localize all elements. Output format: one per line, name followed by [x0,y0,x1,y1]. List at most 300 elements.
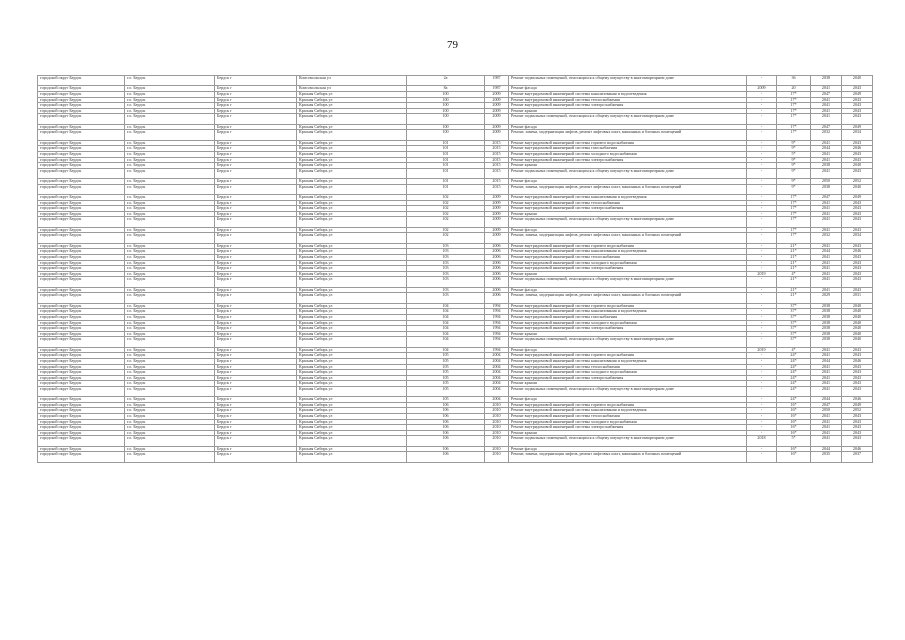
last-repair-year-cell: - [747,200,777,206]
street-cell: Красная Сибирь ул [297,91,407,97]
plan-end-cell: 2043 [842,386,873,396]
street-cell: Красная Сибирь ул [297,364,407,370]
work-type-cell: Ремонт внутридомовой инженерной системы холодного водоснабжения [509,370,747,376]
plan-start-cell: 2041 [811,200,842,206]
work-type-cell: Ремонт внутридомовой инженерной системы электроснабжения [509,157,747,163]
settlement-cell: г.о. Бердск [125,76,215,86]
wear-cell: 17* [777,233,811,243]
settlement-cell: г.о. Бердск [125,157,215,163]
house-number-cell: 101 [407,168,485,178]
last-repair-year-cell: - [747,249,777,255]
plan-end-cell: 2052 [842,408,873,414]
plan-end-cell: 2034 [842,233,873,243]
municipality-cell: городской округ Бердск [38,370,125,376]
municipality-cell: городской округ Бердск [38,179,125,185]
plan-end-cell: 2049 [842,195,873,201]
commissioning-year-cell: 1987 [485,76,509,86]
locality-cell: Бердск г [215,86,297,92]
wear-cell: 37* [777,320,811,326]
municipality-cell: городской округ Бердск [38,91,125,97]
last-repair-year-cell: - [747,381,777,387]
street-cell: Красная Сибирь ул [297,277,407,287]
commissioning-year-cell: 2010 [485,408,509,414]
municipality-cell: городской округ Бердск [38,227,125,233]
wear-cell: 21* [777,287,811,293]
wear-cell: 21* [777,249,811,255]
plan-start-cell: 2041 [811,271,842,277]
work-type-cell: Ремонт крыши [509,108,747,114]
plan-start-cell: 2041 [811,151,842,157]
last-repair-year-cell: - [747,430,777,436]
last-repair-year-cell: - [747,243,777,249]
work-type-cell: Ремонт внутридомовой инженерной системы теплоснабжения [509,414,747,420]
locality-cell: Бердск г [215,358,297,364]
settlement-cell: г.о. Бердск [125,326,215,332]
commissioning-year-cell: 2010 [485,419,509,425]
plan-end-cell: 2043 [842,260,873,266]
locality-cell: Бердск г [215,353,297,359]
street-cell: Красная Сибирь ул [297,249,407,255]
last-repair-year-cell: 2019 [747,271,777,277]
table-row [38,386,873,396]
house-number-cell: 103 [407,243,485,249]
plan-end-cell: 2043 [842,271,873,277]
wear-cell: 16* [777,408,811,414]
last-repair-year-cell: - [747,287,777,293]
plan-end-cell: 2043 [842,370,873,376]
municipality-cell: городской округ Бердск [38,76,125,86]
work-type-cell: Ремонт внутридомовой инженерной системы теплоснабжения [509,364,747,370]
work-type-cell: Ремонт внутридомовой инженерной системы горячего водоснабжения [509,303,747,309]
municipality-cell: городской округ Бердск [38,255,125,261]
settlement-cell: г.о. Бердск [125,337,215,347]
locality-cell: Бердск г [215,97,297,103]
plan-start-cell: 2044 [811,446,842,452]
table-row [38,168,873,178]
plan-start-cell: 2041 [811,103,842,109]
settlement-cell: г.о. Бердск [125,124,215,130]
last-repair-year-cell: - [747,414,777,420]
street-cell: Красная Сибирь ул [297,408,407,414]
settlement-cell: г.о. Бердск [125,347,215,353]
locality-cell: Бердск г [215,163,297,169]
municipality-cell: городской округ Бердск [38,436,125,446]
plan-end-cell: 2043 [842,381,873,387]
last-repair-year-cell: - [747,195,777,201]
wear-cell: 17* [777,103,811,109]
street-cell: Комсомольская ул [297,86,407,92]
last-repair-year-cell: - [747,326,777,332]
settlement-cell: г.о. Бердск [125,130,215,140]
locality-cell: Бердск г [215,337,297,347]
commissioning-year-cell: 1994 [485,309,509,315]
house-number-cell: 100 [407,103,485,109]
settlement-cell: г.о. Бердск [125,243,215,249]
commissioning-year-cell: 2015 [485,163,509,169]
plan-end-cell: 2043 [842,103,873,109]
house-number-cell: 103 [407,271,485,277]
plan-start-cell: 2041 [811,375,842,381]
settlement-cell: г.о. Бердск [125,146,215,152]
wear-cell: 21* [777,293,811,303]
plan-end-cell: 2043 [842,277,873,287]
wear-cell: 24* [777,358,811,364]
wear-cell: 5* [777,436,811,446]
settlement-cell: г.о. Бердск [125,206,215,212]
commissioning-year-cell: 2004 [485,358,509,364]
plan-end-cell: 2040 [842,309,873,315]
locality-cell: Бердск г [215,386,297,396]
locality-cell: Бердск г [215,414,297,420]
work-type-cell: Ремонт крыши [509,163,747,169]
locality-cell: Бердск г [215,425,297,431]
wear-cell: 17* [777,195,811,201]
plan-end-cell: 2043 [842,151,873,157]
locality-cell: Бердск г [215,452,297,462]
last-repair-year-cell: - [747,227,777,233]
street-cell: Красная Сибирь ул [297,140,407,146]
street-cell: Красная Сибирь ул [297,184,407,194]
settlement-cell: г.о. Бердск [125,419,215,425]
commissioning-year-cell: 2015 [485,184,509,194]
house-number-cell: 104 [407,309,485,315]
last-repair-year-cell: - [747,103,777,109]
last-repair-year-cell: - [747,217,777,227]
work-type-cell: Ремонт подвальных помещений, относящихся к общему имуществу в многоквартирном доме [509,386,747,396]
municipality-cell: городской округ Бердск [38,157,125,163]
work-type-cell: Ремонт подвальных помещений, относящихся к общему имуществу в многоквартирном доме [509,277,747,287]
settlement-cell: г.о. Бердск [125,260,215,266]
capital-repair-table-container [37,75,872,463]
house-number-cell: 106 [407,419,485,425]
work-type-cell: Ремонт фасада [509,347,747,353]
municipality-cell: городской округ Бердск [38,163,125,169]
work-type-cell: Ремонт фасада [509,446,747,452]
settlement-cell: г.о. Бердск [125,381,215,387]
locality-cell: Бердск г [215,168,297,178]
municipality-cell: городской округ Бердск [38,452,125,462]
plan-end-cell: 2043 [842,206,873,212]
settlement-cell: г.о. Бердск [125,249,215,255]
commissioning-year-cell: 2015 [485,168,509,178]
settlement-cell: г.о. Бердск [125,200,215,206]
plan-end-cell: 2043 [842,243,873,249]
wear-cell: 16* [777,414,811,420]
commissioning-year-cell: 2015 [485,157,509,163]
commissioning-year-cell: 2009 [485,124,509,130]
table-row [38,436,873,446]
street-cell: Красная Сибирь ул [297,233,407,243]
commissioning-year-cell: 1994 [485,303,509,309]
plan-start-cell: 2041 [811,381,842,387]
locality-cell: Бердск г [215,195,297,201]
settlement-cell: г.о. Бердск [125,184,215,194]
house-number-cell: 102 [407,217,485,227]
municipality-cell: городской округ Бердск [38,168,125,178]
last-repair-year-cell: - [747,309,777,315]
house-number-cell: 102 [407,195,485,201]
commissioning-year-cell: 2009 [485,91,509,97]
plan-start-cell: 2041 [811,255,842,261]
last-repair-year-cell: - [747,419,777,425]
municipality-cell: городской округ Бердск [38,184,125,194]
house-number-cell: 105 [407,370,485,376]
street-cell: Красная Сибирь ул [297,266,407,272]
municipality-cell: городской округ Бердск [38,146,125,152]
settlement-cell: г.о. Бердск [125,140,215,146]
locality-cell: Бердск г [215,103,297,109]
work-type-cell: Ремонт внутридомовой инженерной системы канализования и водоотведения [509,249,747,255]
commissioning-year-cell: 2004 [485,364,509,370]
house-number-cell: 105 [407,375,485,381]
commissioning-year-cell: 2004 [485,386,509,396]
commissioning-year-cell: 1994 [485,337,509,347]
plan-start-cell: 2038 [811,303,842,309]
plan-start-cell: 2041 [811,206,842,212]
plan-end-cell: 2043 [842,86,873,92]
street-cell: Красная Сибирь ул [297,260,407,266]
commissioning-year-cell: 2009 [485,206,509,212]
work-type-cell: Ремонт внутридомовой инженерной системы канализования и водоотведения [509,91,747,97]
street-cell: Красная Сибирь ул [297,255,407,261]
commissioning-year-cell: 2010 [485,430,509,436]
work-type-cell: Ремонт фасада [509,179,747,185]
plan-start-cell: 2038 [811,309,842,315]
settlement-cell: г.о. Бердск [125,179,215,185]
settlement-cell: г.о. Бердск [125,217,215,227]
municipality-cell: городской округ Бердск [38,103,125,109]
commissioning-year-cell: 2009 [485,114,509,124]
municipality-cell: городской округ Бердск [38,140,125,146]
locality-cell: Бердск г [215,364,297,370]
last-repair-year-cell: - [747,140,777,146]
settlement-cell: г.о. Бердск [125,430,215,436]
plan-end-cell: 2043 [842,353,873,359]
street-cell: Красная Сибирь ул [297,419,407,425]
commissioning-year-cell: 1994 [485,326,509,332]
house-number-cell: 104 [407,331,485,337]
municipality-cell: городской округ Бердск [38,266,125,272]
commissioning-year-cell: 2009 [485,108,509,114]
settlement-cell: г.о. Бердск [125,255,215,261]
street-cell: Красная Сибирь ул [297,358,407,364]
table-row [38,337,873,347]
municipality-cell: городской округ Бердск [38,331,125,337]
last-repair-year-cell: - [747,255,777,261]
locality-cell: Бердск г [215,381,297,387]
work-type-cell: Ремонт подвальных помещений, относящихся к общему имуществу в многоквартирном доме [509,436,747,446]
plan-start-cell: 2041 [811,287,842,293]
locality-cell: Бердск г [215,277,297,287]
commissioning-year-cell: 1994 [485,314,509,320]
locality-cell: Бердск г [215,309,297,315]
plan-start-cell: 2041 [811,419,842,425]
wear-cell: 37* [777,303,811,309]
street-cell: Красная Сибирь ул [297,293,407,303]
locality-cell: Бердск г [215,436,297,446]
street-cell: Красная Сибирь ул [297,446,407,452]
street-cell: Красная Сибирь ул [297,108,407,114]
table-row [38,184,873,194]
commissioning-year-cell: 1994 [485,347,509,353]
street-cell: Красная Сибирь ул [297,430,407,436]
municipality-cell: городской округ Бердск [38,408,125,414]
locality-cell: Бердск г [215,397,297,403]
settlement-cell: г.о. Бердск [125,397,215,403]
work-type-cell: Ремонт подвальных помещений, относящихся к общему имуществу в многоквартирном доме [509,217,747,227]
municipality-cell: городской округ Бердск [38,314,125,320]
plan-start-cell: 2050 [811,179,842,185]
work-type-cell: Ремонт внутридомовой инженерной системы электроснабжения [509,375,747,381]
house-number-cell: 101 [407,157,485,163]
street-cell: Красная Сибирь ул [297,375,407,381]
house-number-cell: 106 [407,436,485,446]
plan-start-cell: 2041 [811,370,842,376]
wear-cell: 24* [777,386,811,396]
municipality-cell: городской округ Бердск [38,414,125,420]
work-type-cell: Ремонт внутридомовой инженерной системы канализования и водоотведения [509,358,747,364]
locality-cell: Бердск г [215,331,297,337]
settlement-cell: г.о. Бердск [125,271,215,277]
commissioning-year-cell: 2009 [485,200,509,206]
commissioning-year-cell: 2006 [485,266,509,272]
last-repair-year-cell: - [747,168,777,178]
municipality-cell: городской округ Бердск [38,430,125,436]
work-type-cell: Ремонт внутридомовой инженерной системы электроснабжения [509,103,747,109]
plan-end-cell: 2046 [842,358,873,364]
municipality-cell: городской округ Бердск [38,108,125,114]
settlement-cell: г.о. Бердск [125,163,215,169]
wear-cell: 37* [777,331,811,337]
last-repair-year-cell: - [747,124,777,130]
work-type-cell: Ремонт крыши [509,430,747,436]
plan-end-cell: 2049 [842,124,873,130]
wear-cell: 24* [777,364,811,370]
plan-end-cell: 2031 [842,293,873,303]
plan-end-cell: 2040 [842,303,873,309]
municipality-cell: городской округ Бердск [38,233,125,243]
plan-end-cell: 2043 [842,97,873,103]
commissioning-year-cell: 2010 [485,402,509,408]
last-repair-year-cell: - [747,320,777,326]
municipality-cell: городской округ Бердск [38,287,125,293]
last-repair-year-cell: - [747,353,777,359]
last-repair-year-cell: - [747,386,777,396]
municipality-cell: городской округ Бердск [38,381,125,387]
municipality-cell: городской округ Бердск [38,353,125,359]
street-cell: Красная Сибирь ул [297,402,407,408]
locality-cell: Бердск г [215,211,297,217]
last-repair-year-cell: - [747,314,777,320]
commissioning-year-cell: 2009 [485,103,509,109]
commissioning-year-cell: 2015 [485,179,509,185]
wear-cell: 16* [777,425,811,431]
plan-end-cell: 2037 [842,452,873,462]
settlement-cell: г.о. Бердск [125,364,215,370]
locality-cell: Бердск г [215,375,297,381]
locality-cell: Бердск г [215,326,297,332]
house-number-cell: 105 [407,381,485,387]
house-number-cell: 105 [407,358,485,364]
municipality-cell: городской округ Бердск [38,293,125,303]
table-row [38,293,873,303]
street-cell: Красная Сибирь ул [297,206,407,212]
work-type-cell: Ремонт фасада [509,86,747,92]
table-row [38,217,873,227]
settlement-cell: г.о. Бердск [125,436,215,446]
wear-cell: 17* [777,217,811,227]
house-number-cell: 105 [407,364,485,370]
commissioning-year-cell: 2009 [485,195,509,201]
plan-start-cell: 2044 [811,146,842,152]
street-cell: Красная Сибирь ул [297,331,407,337]
locality-cell: Бердск г [215,320,297,326]
wear-cell: 17* [777,108,811,114]
work-type-cell: Ремонт внутридомовой инженерной системы теплоснабжения [509,97,747,103]
street-cell: Красная Сибирь ул [297,414,407,420]
plan-end-cell: 2043 [842,375,873,381]
plan-start-cell: 2038 [811,320,842,326]
commissioning-year-cell: 2009 [485,217,509,227]
last-repair-year-cell: - [747,337,777,347]
commissioning-year-cell: 2006 [485,249,509,255]
plan-start-cell: 2041 [811,86,842,92]
plan-start-cell: 2041 [811,353,842,359]
wear-cell: 9* [777,168,811,178]
locality-cell: Бердск г [215,217,297,227]
municipality-cell: городской округ Бердск [38,419,125,425]
locality-cell: Бердск г [215,266,297,272]
last-repair-year-cell: - [747,293,777,303]
wear-cell: 16* [777,419,811,425]
commissioning-year-cell: 2006 [485,271,509,277]
settlement-cell: г.о. Бердск [125,86,215,92]
settlement-cell: г.о. Бердск [125,353,215,359]
wear-cell: 21* [777,243,811,249]
wear-cell: 16* [777,452,811,462]
commissioning-year-cell: 1994 [485,320,509,326]
street-cell: Красная Сибирь ул [297,157,407,163]
house-number-cell: 104 [407,314,485,320]
settlement-cell: г.о. Бердск [125,233,215,243]
last-repair-year-cell: - [747,277,777,287]
locality-cell: Бердск г [215,157,297,163]
house-number-cell: 104 [407,320,485,326]
municipality-cell: городской округ Бердск [38,402,125,408]
commissioning-year-cell: 2015 [485,140,509,146]
settlement-cell: г.о. Бердск [125,211,215,217]
locality-cell: Бердск г [215,108,297,114]
wear-cell: 21* [777,266,811,272]
street-cell: Красная Сибирь ул [297,97,407,103]
street-cell: Красная Сибирь ул [297,320,407,326]
plan-end-cell: 2043 [842,200,873,206]
street-cell: Комсомольская ул [297,76,407,86]
work-type-cell: Ремонт крыши [509,331,747,337]
locality-cell: Бердск г [215,402,297,408]
settlement-cell: г.о. Бердск [125,331,215,337]
wear-cell: 36 [777,76,811,86]
commissioning-year-cell: 2006 [485,260,509,266]
settlement-cell: г.о. Бердск [125,386,215,396]
municipality-cell: городской округ Бердск [38,326,125,332]
work-type-cell: Ремонт крыши [509,271,747,277]
locality-cell: Бердск г [215,124,297,130]
work-type-cell: Ремонт, замена, модернизация лифтов, ремонт лифтовых шахт, машинных и блочных помещений [509,452,747,462]
settlement-cell: г.о. Бердск [125,314,215,320]
work-type-cell: Ремонт внутридомовой инженерной системы электроснабжения [509,326,747,332]
locality-cell: Бердск г [215,243,297,249]
